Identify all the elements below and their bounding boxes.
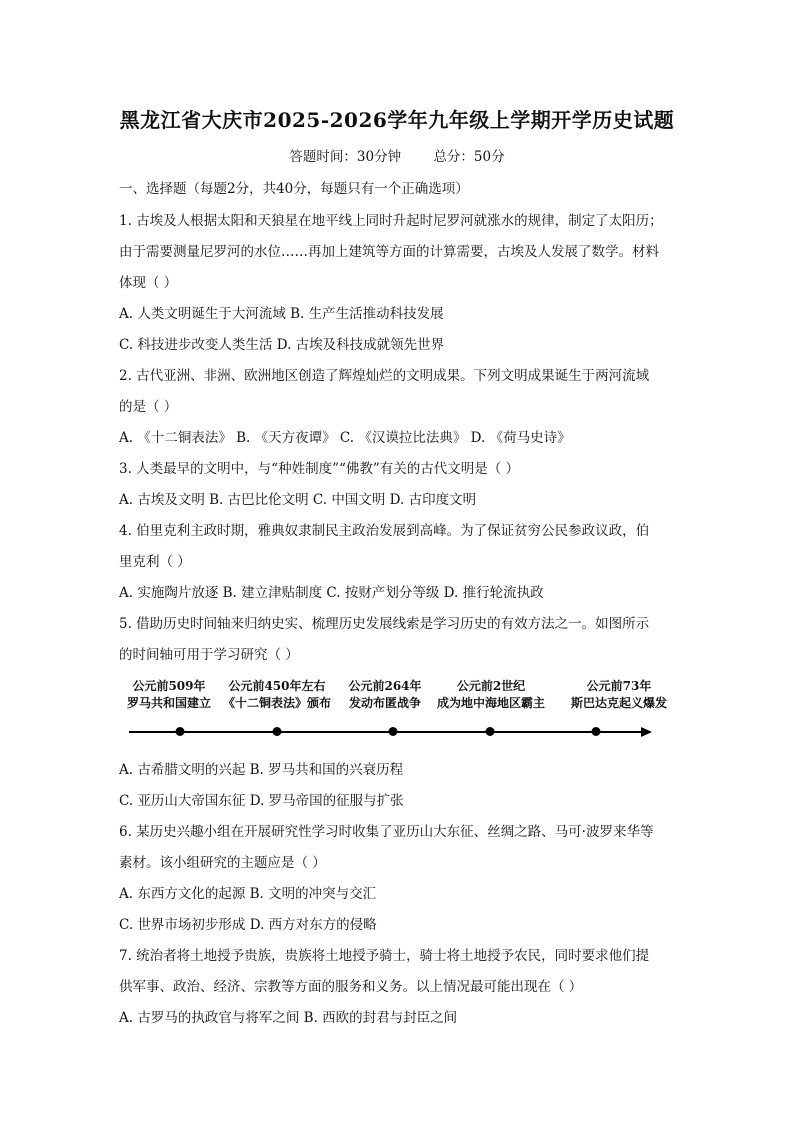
- timeline-dot: [592, 727, 601, 736]
- text-line: 2. 古代亚洲、非洲、欧洲地区创造了辉煌灿烂的文明成果。下列文明成果诞生于两河流域: [119, 368, 650, 384]
- timeline-label: [127, 678, 211, 712]
- timeline-label: [223, 678, 331, 712]
- text-line: 由于需要测量尼罗河的水位……再加上建筑等方面的计算需要，古埃及人发展了数学。材料: [119, 244, 659, 260]
- answer-options: A. 实施陶片放逐 B. 建立津贴制度 C. 按财产划分等级 D. 推行轮流执政: [119, 585, 544, 601]
- text-line: 7. 统治者将土地授予贵族，贵族将土地授予骑士，骑士将土地授予农民，同时要求他们提: [119, 948, 650, 964]
- text-line: 供军事、政治、经济、宗教等方面的服务和义务。以上情况最可能出现在（ ）: [119, 979, 583, 995]
- timeline-date: 公元前264年: [348, 679, 422, 693]
- text-line: 里克利（ ）: [119, 554, 191, 570]
- text-line: 3. 人类最早的文明中，与“种姓制度”“佛教”有关的古代文明是（ ）: [119, 461, 520, 477]
- page-title: 黑龙江省大庆市2025-2026学年九年级上学期开学历史试题: [119, 108, 675, 132]
- answer-options: A. 古希腊文明的兴起 B. 罗马共和国的兴衰历程: [119, 762, 404, 778]
- answer-options: C. 世界市场初步形成 D. 西方对东方的侵略: [119, 917, 377, 933]
- text-line: 的是（ ）: [119, 399, 178, 415]
- timeline-event: 斯巴达克起义爆发: [570, 696, 668, 710]
- timeline-date: 公元前73年: [586, 679, 652, 693]
- timeline-axis: [129, 731, 644, 733]
- timeline-figure: [119, 678, 679, 748]
- timeline-dot: [176, 727, 185, 736]
- answer-options: A. 《十二铜表法》 B. 《天方夜谭》 C. 《汉谟拉比法典》 D. 《荷马史诗》: [119, 430, 571, 446]
- text-line: 的时间轴可用于学习研究（ ）: [119, 647, 299, 663]
- timeline-dot: [389, 727, 398, 736]
- exam-time: 答题时间：30分钟: [289, 149, 402, 165]
- text-line: 4. 伯里克利主政时期，雅典奴隶制民主政治发展到高峰。为了保证贫穷公民参政议政，伯: [119, 523, 650, 539]
- text-line: 素材。该小组研究的主题应是（ ）: [119, 855, 326, 871]
- answer-options: A. 古埃及文明 B. 古巴比伦文明 C. 中国文明 D. 古印度文明: [119, 492, 477, 508]
- text-line: 6. 某历史兴趣小组在开展研究性学习时收集了亚历山大东征、丝绸之路、马可·波罗来华等: [119, 824, 654, 840]
- timeline-label: [348, 678, 421, 712]
- timeline-event: 罗马共和国建立: [126, 696, 212, 710]
- timeline-event: 《十二铜表法》颁布: [222, 696, 332, 710]
- timeline-arrow-icon: [641, 727, 652, 737]
- answer-options: A. 人类文明诞生于大河流域 B. 生产生活推动科技发展: [119, 306, 444, 322]
- answer-options: A. 古罗马的执政官与将军之间 B. 西欧的封君与封臣之间: [119, 1010, 458, 1026]
- timeline-label: [571, 678, 667, 712]
- timeline-dot: [273, 727, 282, 736]
- exam-total-score: 总分：50分: [433, 149, 505, 165]
- timeline-date: 公元前509年: [132, 679, 206, 693]
- text-line: 1. 古埃及人根据太阳和天狼星在地平线上同时升起时尼罗河就涨水的规律，制定了太阳历；: [119, 213, 663, 229]
- exam-meta: [0, 145, 794, 165]
- section-heading: 一、选择题（每题2分，共40分，每题只有一个正确选项）: [119, 181, 469, 197]
- timeline-event: 成为地中海地区霸主: [436, 696, 546, 710]
- timeline-dot: [486, 727, 495, 736]
- answer-options: C. 科技进步改变人类生活 D. 古埃及科技成就领先世界: [119, 337, 445, 353]
- answer-options: A. 东西方文化的起源 B. 文明的冲突与交汇: [119, 886, 377, 902]
- timeline-event: 发动布匿战争: [348, 696, 421, 710]
- timeline-date: 公元前450年左右: [228, 679, 326, 693]
- text-line: 体现（ ）: [119, 275, 178, 291]
- answer-options: C. 亚历山大帝国东征 D. 罗马帝国的征服与扩张: [119, 793, 404, 809]
- timeline-label: [437, 678, 545, 712]
- text-line: 5. 借助历史时间轴来归纳史实、梳理历史发展线索是学习历史的有效方法之一。如图所示: [119, 616, 650, 632]
- timeline-date: 公元前2世纪: [456, 679, 526, 693]
